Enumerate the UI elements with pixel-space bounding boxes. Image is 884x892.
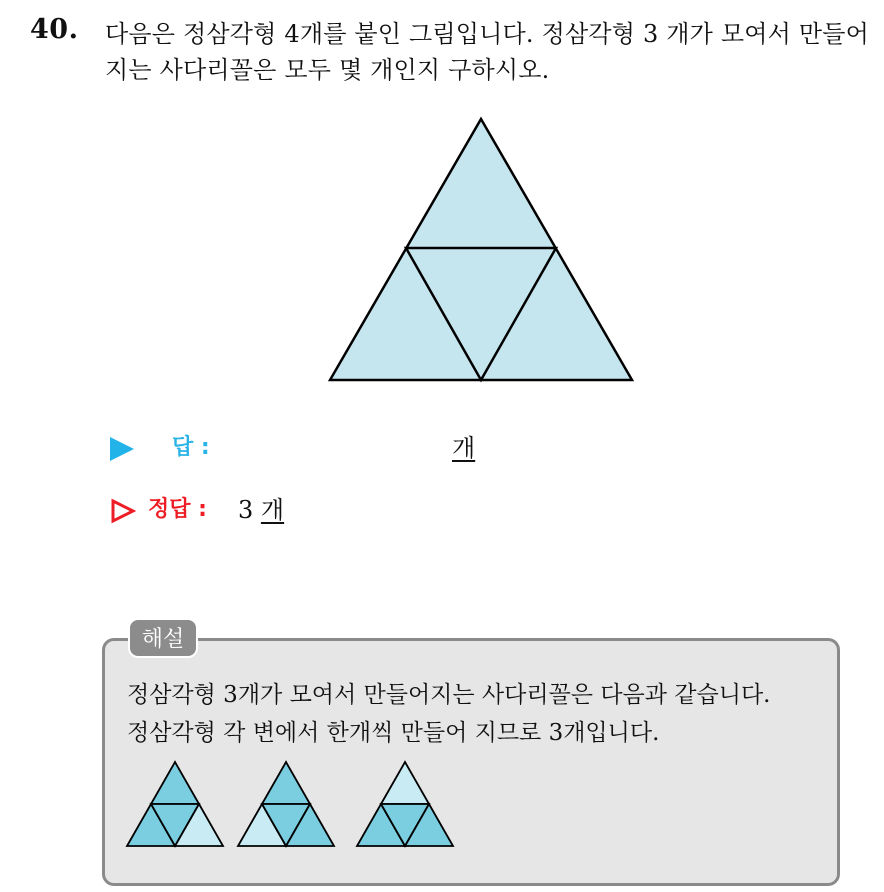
- question-number: 40.: [30, 14, 79, 45]
- correct-unit: 개: [260, 496, 285, 524]
- explanation-line-2: 정삼각형 각 변에서 한개씩 만들어 지므로 3개입니다.: [127, 720, 660, 746]
- answer-row: [110, 432, 510, 466]
- trapezoid-figure-right: [235, 760, 337, 850]
- answer-label: 답 :: [172, 435, 210, 460]
- explanation-tag: 해설: [128, 618, 198, 658]
- main-triangle-figure: [328, 116, 636, 384]
- trapezoid-figure-bottom: [354, 760, 456, 850]
- outline-play-icon: [110, 498, 136, 524]
- explanation-line-1: 정삼각형 3개가 모여서 만들어지는 사다리꼴은 다음과 같습니다.: [127, 682, 771, 708]
- correct-number: 3: [238, 496, 254, 524]
- correct-value: [238, 494, 284, 526]
- trapezoid-figure-left: [124, 760, 226, 850]
- outer-triangle: [330, 119, 632, 380]
- play-icon: [110, 437, 134, 461]
- correct-answer-row: [110, 494, 510, 528]
- question-text: 다음은 정삼각형 4개를 붙인 그림입니다. 정삼각형 3 개가 모여서 만들어지는 사다리꼴은 모두 몇 개인지 구하시오.: [105, 20, 869, 84]
- correct-label: 정답 :: [148, 497, 207, 522]
- answer-unit: 개: [452, 434, 476, 462]
- explanation-text: [127, 676, 827, 752]
